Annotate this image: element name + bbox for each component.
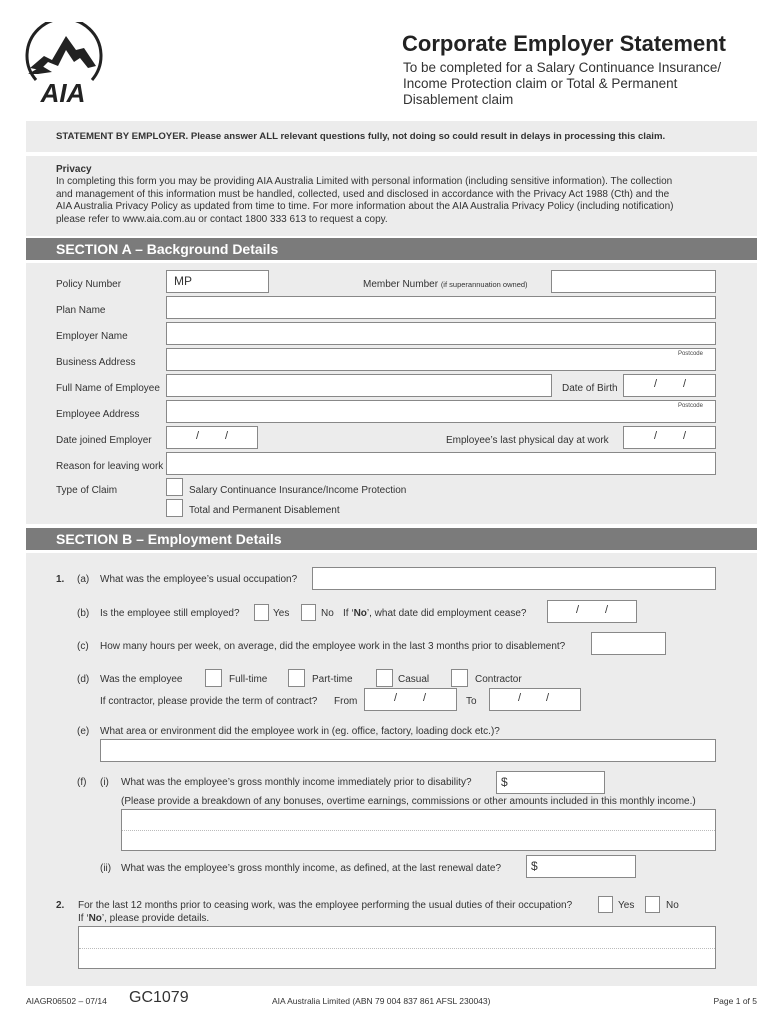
q1d-text: Was the employee [100,674,183,685]
claim-option-label: Salary Continuance Insurance/Income Protection [189,485,407,496]
still-employed-no-checkbox[interactable] [301,604,316,621]
q1f-i-tag: (i) [100,777,109,788]
policy-number-label: Policy Number [56,279,122,290]
part-time-checkbox[interactable] [288,669,305,687]
q1e-tag: (e) [77,726,90,737]
date-separator: / [225,430,229,442]
date-separator: / [654,378,658,390]
claim-income-protection-checkbox[interactable] [166,478,183,496]
breakdown-label: (Please provide a breakdown of any bonuses, overtime earnings, commissions or other amounts included in this monthly income.) [121,796,696,807]
yes-label: Yes [273,608,290,619]
business-address-input[interactable] [166,348,716,371]
q2-details-input[interactable] [78,926,716,969]
q1f-ii-text: What was the employee’s gross monthly income, as defined, at the last renewal date? [121,863,502,874]
date-separator: / [394,692,398,704]
full-name-label: Full Name of Employee [56,383,160,394]
footer-page: Page 1 of 5 [713,996,757,1006]
privacy-heading: Privacy [56,164,92,175]
text: If ‘ [78,913,89,924]
privacy-line: please refer to www.aia.com.au or contact 1800 333 613 to request a copy. [56,213,388,225]
cease-date-input[interactable] [547,600,637,623]
no-label: No [666,900,679,911]
privacy-line: and management of this information must be handled, collected, used and disclosed in accordance with the Privacy Act 1988 (Cth) and the [56,188,670,200]
monthly-income-input[interactable] [496,771,605,794]
date-separator: / [196,430,200,442]
last-day-label: Employee’s last physical day at work [446,435,609,446]
q1a-text: What was the employee’s usual occupation? [100,574,298,585]
svg-text:AIA: AIA [40,78,86,104]
policy-number-input[interactable] [166,270,269,293]
member-number-text: Member Number [363,279,439,290]
q2-text: For the last 12 months prior to ceasing work, was the employee performing the usual duties of their occupation? [78,900,573,911]
policy-number-value: MP [174,274,192,288]
still-employed-yes-checkbox[interactable] [254,604,269,621]
q1b-text: Is the employee still employed? [100,608,240,619]
claim-option-label: Total and Permanent Disablement [189,505,340,516]
plan-name-input[interactable] [166,296,716,319]
reason-label: Reason for leaving work [56,461,164,472]
text: ’, please provide details. [101,913,210,924]
full-name-input[interactable] [166,374,552,397]
section-b-header [26,528,757,550]
breakdown-input[interactable] [121,809,716,851]
member-number-input[interactable] [551,270,716,293]
q1f-tag: (f) [77,777,87,788]
date-joined-label: Date joined Employer [56,435,152,446]
member-number-label [363,279,528,291]
q1e-text: What area or environment did the employee work in (eg. office, factory, loading dock etc.)? [100,726,500,737]
date-separator: / [605,604,609,616]
q2-details-label [78,913,209,925]
q1f-ii-tag: (ii) [100,863,112,874]
section-a-title: SECTION A – Background Details [56,241,279,257]
subtitle-line: Disablement claim [403,92,514,107]
page-subtitle [403,60,721,108]
footer-code: AIAGR06502 – 07/14 [26,996,107,1006]
date-separator: / [683,378,687,390]
hours-per-week-input[interactable] [591,632,666,655]
contract-term-label: If contractor, please provide the term of contract? [100,696,318,707]
contract-to-input[interactable] [489,688,581,711]
text-bold: No [88,913,102,924]
dob-label: Date of Birth [562,383,618,394]
postcode-label: Postcode [677,403,703,409]
date-separator: / [654,430,658,442]
part-time-label: Part-time [312,674,353,685]
employee-address-input[interactable] [166,400,716,423]
footer-company: AIA Australia Limited (ABN 79 004 837 861 AFSL 230043) [272,996,491,1006]
renewal-income-input[interactable] [526,855,636,878]
text: If ‘ [343,608,354,619]
privacy-line: In completing this form you may be providing AIA Australia Limited with personal information (including sensitive information). The collection [56,176,673,187]
contractor-checkbox[interactable] [451,669,468,687]
usual-duties-yes-checkbox[interactable] [598,896,613,913]
currency-symbol: $ [501,775,508,789]
full-time-checkbox[interactable] [205,669,222,687]
to-label: To [466,696,477,707]
aia-logo [22,22,104,104]
text-bold: No [353,608,367,619]
date-joined-input[interactable] [166,426,258,449]
last-day-input[interactable] [623,426,716,449]
page-title: Corporate Employer Statement [402,31,726,56]
q1f-i-text: What was the employee’s gross monthly income immediately prior to disability? [121,777,472,788]
currency-symbol: $ [531,859,538,873]
statement-banner [26,121,757,152]
question-1-number: 1. [56,574,65,585]
casual-checkbox[interactable] [376,669,393,687]
business-address-label: Business Address [56,357,136,368]
date-separator: / [576,604,580,616]
dob-input[interactable] [623,374,716,397]
section-b-title: SECTION B – Employment Details [56,531,282,547]
date-separator: / [423,692,427,704]
statement-text: STATEMENT BY EMPLOYER. Please answer ALL relevant questions fully, not doing so could result in delays in processing this claim. [56,131,666,142]
date-separator: / [546,692,550,704]
text: ’, what date did employment cease? [366,608,527,619]
subtitle-line: To be completed for a Salary Continuance Insurance/ [403,60,722,75]
cease-date-label [343,608,526,620]
casual-label: Casual [398,674,430,685]
q1a-tag: (a) [77,574,90,585]
contract-from-input[interactable] [364,688,457,711]
employer-name-label: Employer Name [56,331,128,342]
q1c-text: How many hours per week, on average, did the employee work in the last 3 months prior to disablement? [100,641,566,652]
date-separator: / [683,430,687,442]
date-separator: / [518,692,522,704]
claim-tpd-checkbox[interactable] [166,499,183,517]
full-time-label: Full-time [229,674,268,685]
plan-name-label: Plan Name [56,305,106,316]
employee-address-label: Employee Address [56,409,140,420]
occupation-input[interactable] [312,567,716,590]
work-environment-input[interactable] [100,739,716,762]
postcode-label: Postcode [677,351,703,357]
q1c-tag: (c) [77,641,89,652]
reason-input[interactable] [166,452,716,475]
no-label: No [321,608,334,619]
from-label: From [334,696,358,707]
member-number-note: (if superannuation owned) [440,280,528,289]
question-2-number: 2. [56,900,65,911]
usual-duties-no-checkbox[interactable] [645,896,660,913]
employer-name-input[interactable] [166,322,716,345]
subtitle-line: Income Protection claim or Total & Permanent [403,76,678,91]
section-a-header [26,238,757,260]
privacy-panel [26,156,757,236]
claim-type-label: Type of Claim [56,485,118,496]
contractor-label: Contractor [475,674,522,685]
footer-form-id: GC1079 [129,989,189,1006]
q1b-tag: (b) [77,608,90,619]
yes-label: Yes [618,900,635,911]
q1d-tag: (d) [77,674,90,685]
privacy-line: AIA Australia Privacy Policy as updated from time to time. For more information about the AIA Australia Privacy Policy (including notification) [56,201,674,212]
